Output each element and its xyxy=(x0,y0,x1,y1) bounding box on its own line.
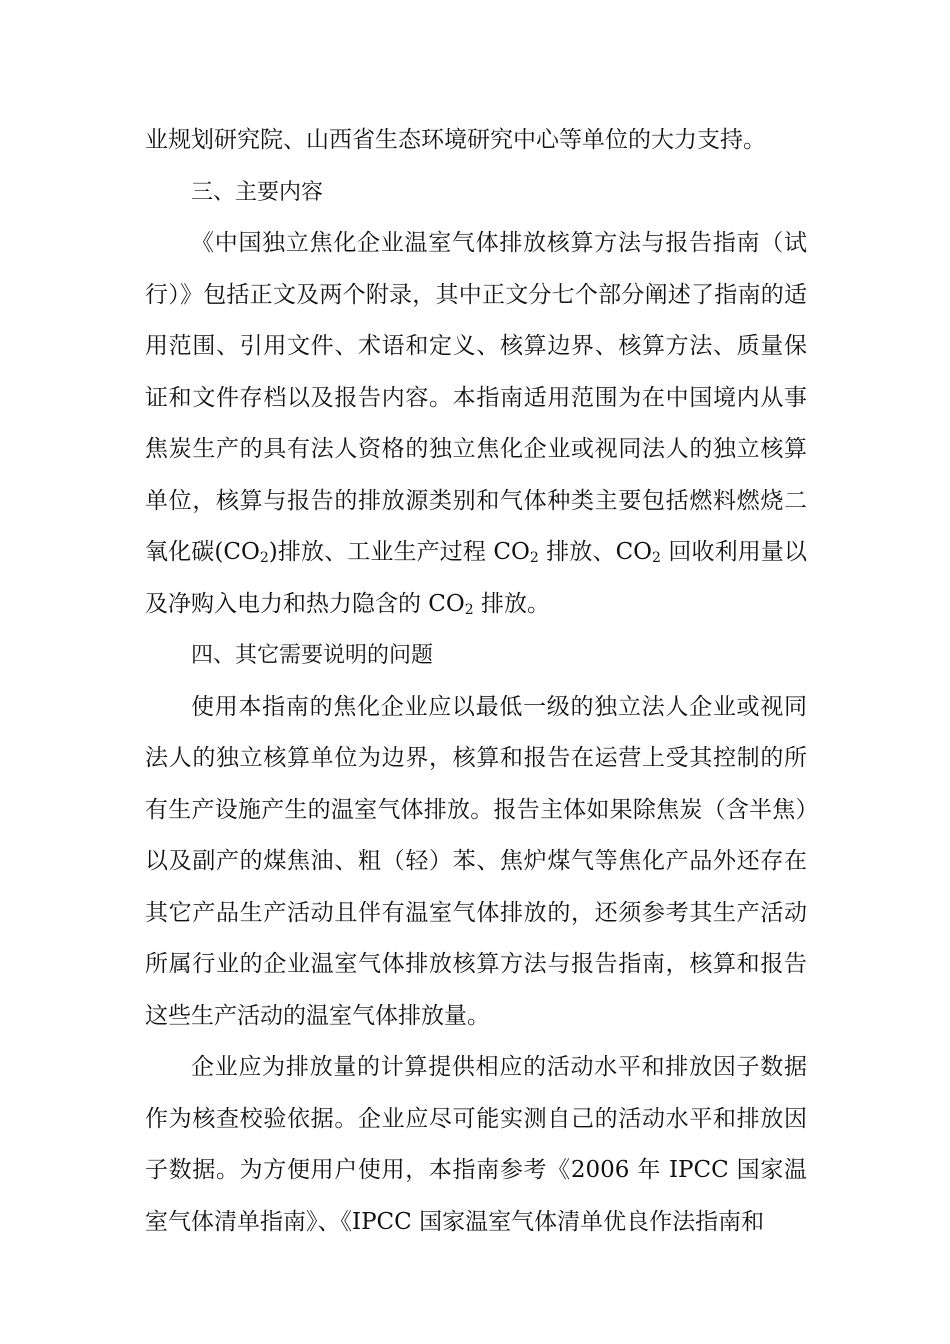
text-run: 排放、CO xyxy=(538,539,653,565)
text-run: 《中国独立焦化企业温室气体排放核算方法与报告指南（试行）》包括正文及两个附录，其中正文分七个部分阐述了指南的适用范围、引用文件、术语和定义、核算边界、核算方法、质量保证和文件存档以及报告内容。本指南适用范围为在中国境内从事焦炭生产的具有法人资格的独立焦化企业或视同法人的独立核算单位，核算与报告的排放源类别和气体种类主要包括燃料燃烧二氧化碳(CO xyxy=(145,230,807,565)
section-heading-main-content: 三、主要内容 xyxy=(191,179,324,205)
subscript: 2 xyxy=(652,550,661,566)
text-run: 排放。 xyxy=(473,590,550,617)
subscript: 2 xyxy=(464,601,474,618)
paragraph-main-content xyxy=(145,218,807,630)
subscript: 2 xyxy=(259,550,269,566)
paragraph-boundary: 使用本指南的焦化企业应以最低一级的独立法人企业或视同法人的独立核算单位为边界，核算和报告在运营上受其控制的所有生产设施产生的温室气体排放。报告主体如果除焦炭（含半焦）以及副产的煤焦油、粗（轻）苯、焦炉煤气等焦化产品外还存在其它产品生产活动且伴有温室气体排放的，还须参考其生产活动所属行业的企业温室气体排放核算方法与报告指南，核算和报告这些生产活动的温室气体排放量。 xyxy=(145,693,807,1029)
section-heading-other-notes: 四、其它需要说明的问题 xyxy=(191,643,434,668)
paragraph-acknowledgement-end: 业规划研究院、山西省生态环境研究中心等单位的大力支持。 xyxy=(145,127,766,153)
text-run: 回收利用量以及净购入电力和热力隐含的 CO xyxy=(145,539,808,617)
paragraph-data-basis: 企业应为排放量的计算提供相应的活动水平和排放因子数据作为核查校验依据。企业应尽可能实测自己的活动水平和排放因子数据。为方便用户使用，本指南参考《2006 年 IPCC 国家温室气体清单指南》、《IPCC 国家温室气体清单优良作法指南和 xyxy=(145,1054,807,1235)
document-body xyxy=(145,115,807,1248)
subscript: 2 xyxy=(529,550,539,566)
text-run: )排放、工业生产过程 CO xyxy=(268,539,530,565)
